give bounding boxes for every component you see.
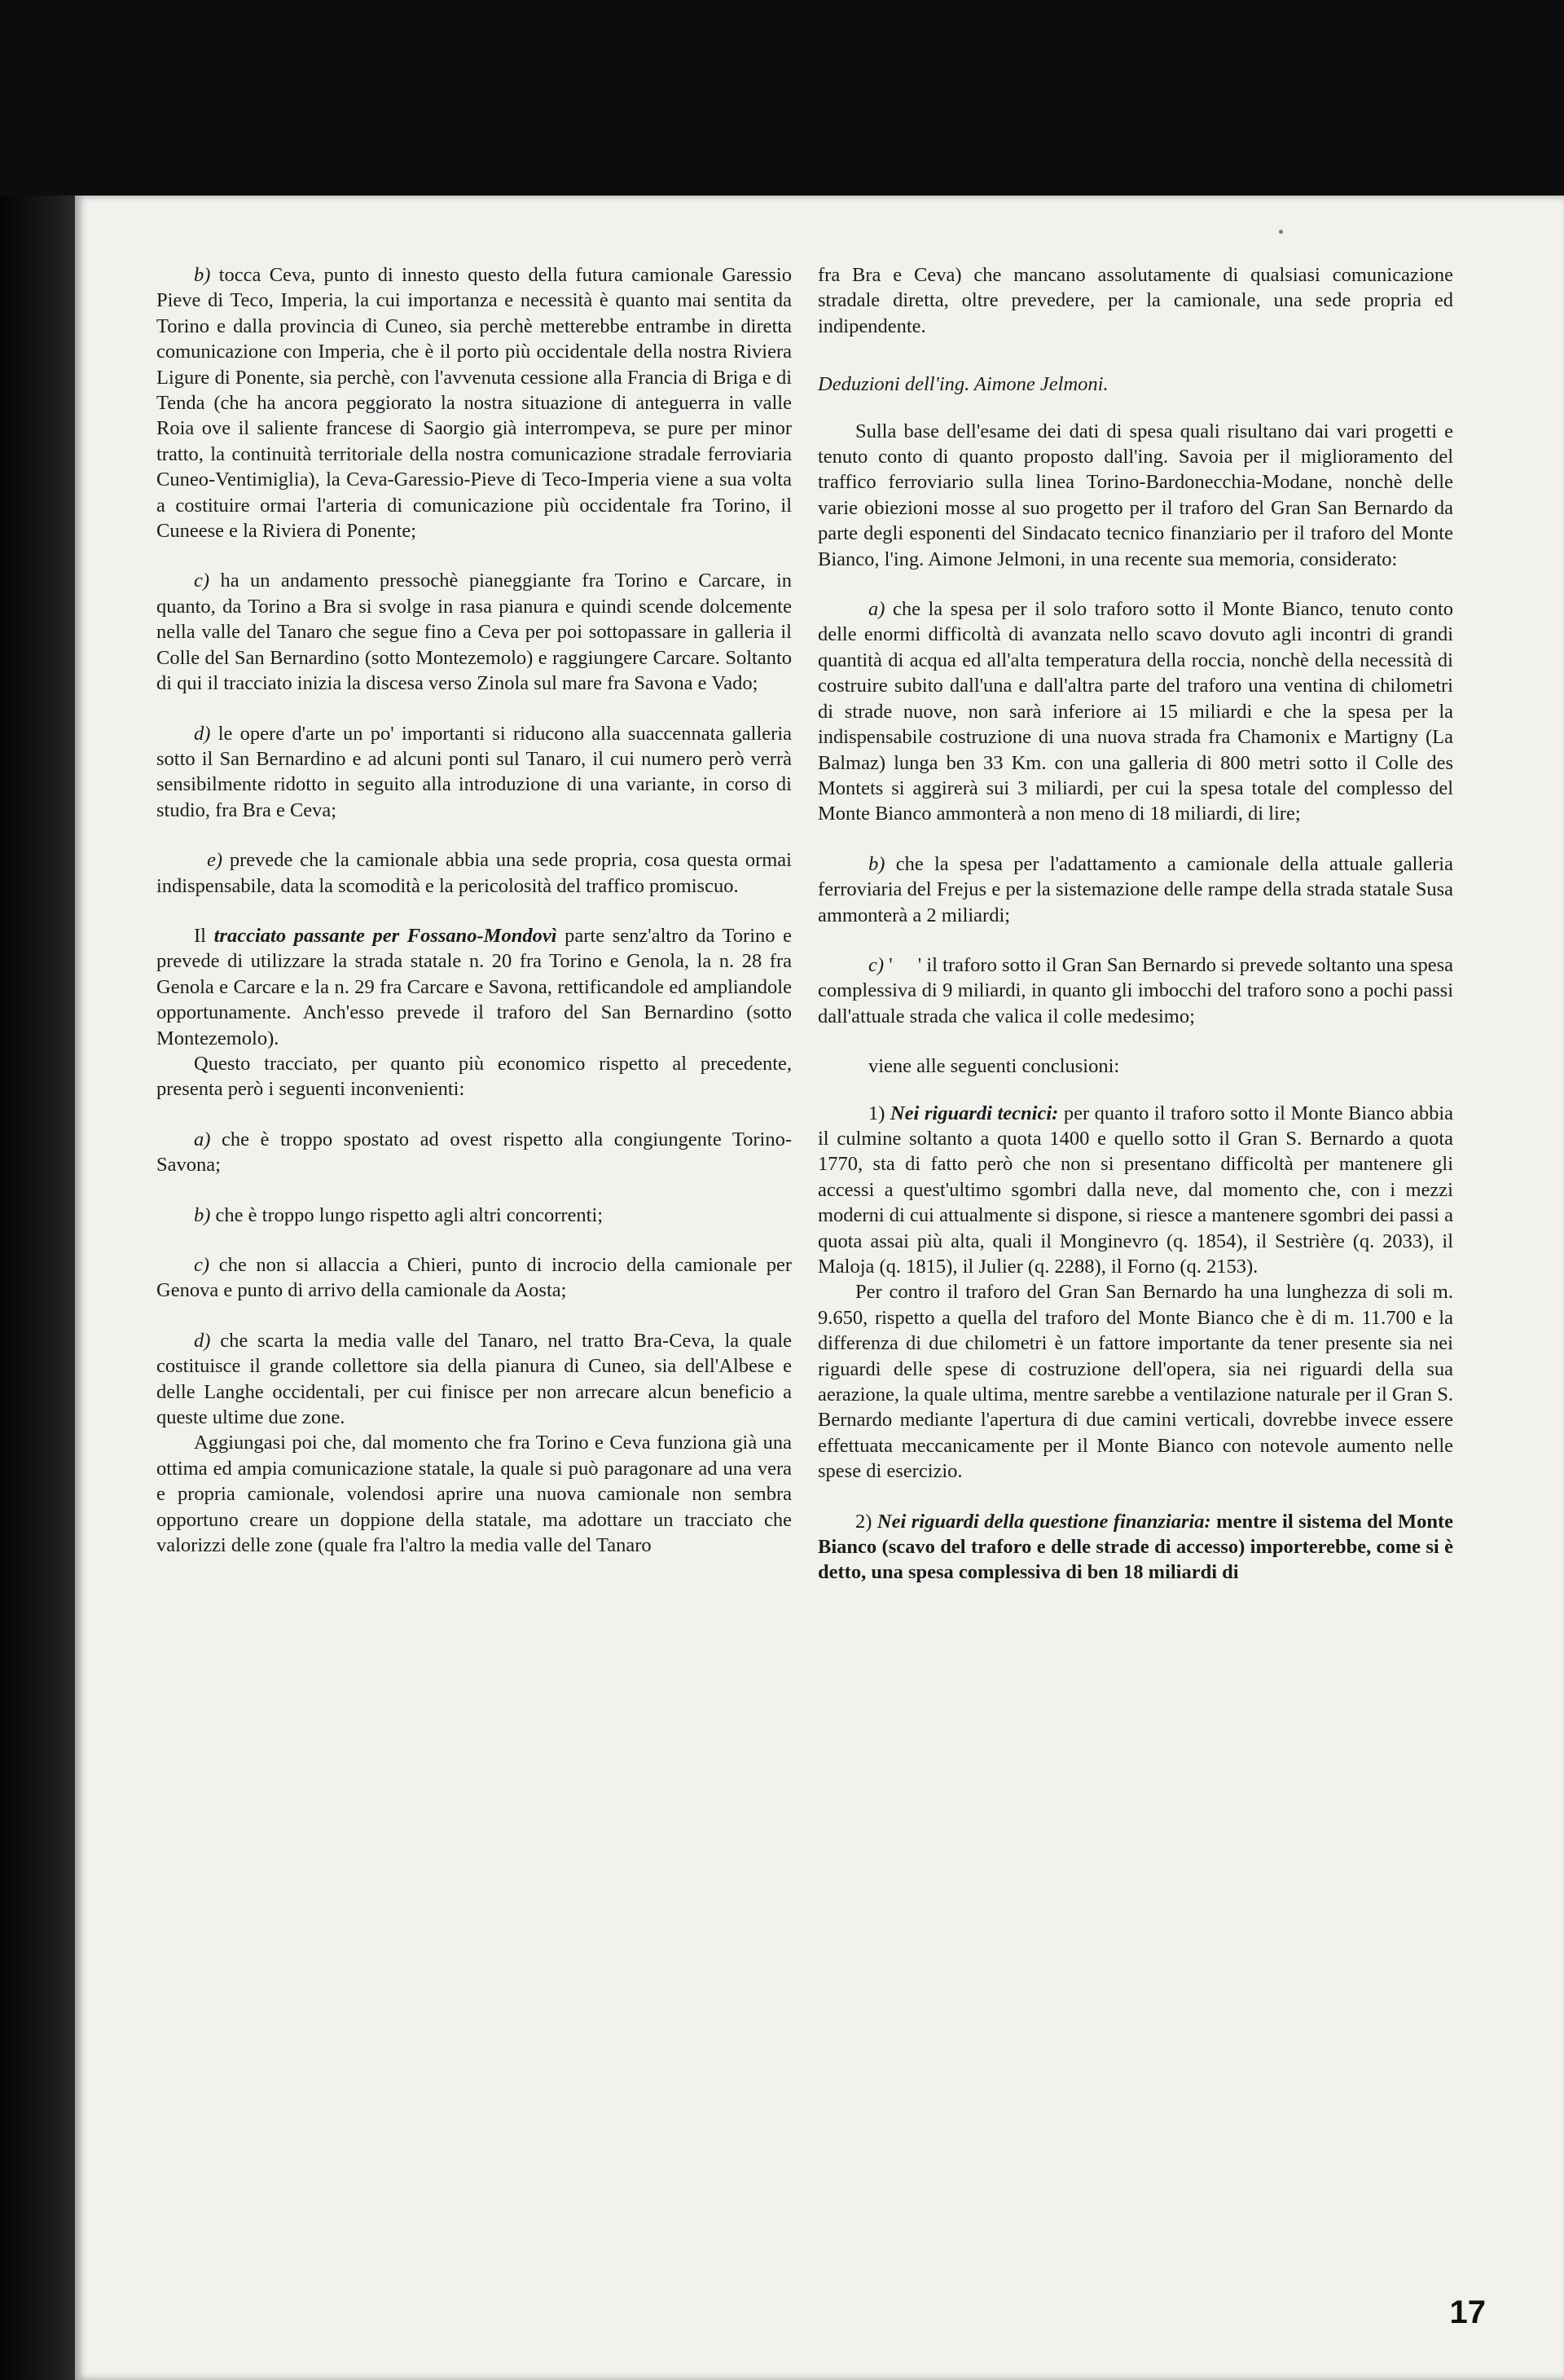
scan-dark-edge	[0, 196, 75, 2380]
paragraph-sulla-base: Sulla base dell'esame dei dati di spesa quali risultano dai vari progetti e tenuto conto di quanto proposto dall'ing. Savoia per il miglioramento del traffico ferroviario sulla linea Torino-Bardonecchia-Modane, nonchè delle varie obiezioni mosse al suo progetto per il traforo del Gran San Bernardo da parte degli esponenti del Sindacato tecnico finanziario per il traforo del Monte Bianco, l'ing. Aimone Jelmoni, in una recente sua memoria, considerato:	[818, 420, 1453, 570]
speck-mark	[1279, 230, 1283, 234]
conclusion-1-tecnici: 1) Nei riguardi tecnici: per quanto il traforo sotto il Monte Bianco abbia il culmine soltanto a quota 1400 e quello sotto il Gran S. Bernardo a quota 1770, sta di fatto però che non si presentano difficoltà per mantenere gli accessi a quest'ultimo sgombri dalla neve, dal momento che, con i mezzi moderni di cui attualmente si dispone, si riesce a mantenere sgombri dei passi a quota assai più alta, quali il Monginevro (q. 1854), il Sestrière (q. 2033), il Maloja (q. 1815), il Julier (q. 2288), il Forno (q. 2153).	[818, 1102, 1454, 1278]
list-item-b-frejus: b) che la spesa per l'adattamento a camionale della attuale galleria ferroviaria del Frejus e per la sistemazione delle rampe della strada statale Susa ammonterà a 2 miliardi;	[818, 852, 1453, 926]
list-item-a-ovest: a) che è troppo spostato ad ovest rispetto alla congiungente Torino-Savona;	[156, 1128, 792, 1177]
paragraph-aggiungasi: Aggiungasi poi che, dal momento che fra Torino e Ceva funziona già una ottima ed ampia comunicazione statale, la quale si può paragonare ad una vera e propria camionale, volendosi aprire una nuova camionale non sembra opportuno creare un doppione della statale, ma adottare un tracciato che valorizzi delle zone (quale fra l'altro la media valle del Tanaro	[156, 1432, 792, 1557]
document-page	[75, 196, 1564, 2380]
section-heading-deduzioni: Deduzioni dell'ing. Aimone Jelmoni.	[818, 373, 1109, 396]
paragraph-d-opere: d) le opere d'arte un po' importanti si riducono alla suaccennata galleria sotto il San Bernardino e ad alcuni ponti sul Tanaro, il cui numero però verrà sensibilmente ridotto in seguito alla introduzione di una variante, in corso di studio, fra Bra e Ceva;	[156, 722, 792, 821]
page-number: 17	[1449, 2294, 1486, 2330]
paragraph-conclusioni: viene alle seguenti conclusioni:	[868, 1055, 1120, 1078]
paragraph-c-andamento: c) ha un andamento pressochè pianeggiante fra Torino e Carcare, in quanto, da Torino a Bra si svolge in rasa pianura e quindi scende dolcemente nella valle del Tanaro che segue fino a Ceva per poi sottopassare in galleria il Colle del San Bernardino (sotto Montezemolo) e raggiungere Carcare. Soltanto di qui il tracciato inizia la discesa verso Zinola sul mare fra Savona e Vado;	[156, 570, 792, 695]
paragraph-per-contro: Per contro il traforo del Gran San Bernardo ha una lunghezza di soli m. 9.650, rispetto a quella del traforo del Monte Bianco che è di m. 11.700 e la differenza di due chilometri è un fattore importante da tener presente sia nei riguardi delle spese di costruzione dell'opera, sia nei riguardi della sua aerazione, la quale ultima, mentre sarebbe a ventilazione naturale per il Gran S. Bernardo mediante l'apertura di due camini verticali, dovrebbe invece essere effettuata meccanicamente per il Monte Bianco con notevole aumento nelle spese di esercizio.	[818, 1281, 1453, 1483]
left-column	[156, 262, 792, 1558]
paragraph-e-sede: e) prevede che la camionale abbia una sede propria, cosa questa ormai indispensabile, data la scomodità e la pericolosità del traffico promiscuo.	[156, 849, 792, 897]
paragraph-b-ceva: b) tocca Ceva, punto di innesto questo della futura camionale Garessio Pieve di Teco, Imperia, la cui importanza e necessità è quanto mai sentita da Torino e dalla provincia di Cuneo, sia perchè metterebbe entrambe in diretta comunicazione con Imperia, che è il porto più occidentale della nostra Riviera Ligure di Ponente, sia perchè, con l'avvenuta cessione alla Francia di Briga e di Tenda (che ha ancora peggiorato la nostra situazione di anteguerra in valle Roia ove il saliente francese di Saorgio già interrompeva, se pure per minor tratto, la continuità territoriale della nostra comunicazione stradale ferroviaria Cuneo-Ventimiglia), la Ceva-Garessio-Pieve di Teco-Imperia viene a sua volta a costituire ormai l'arteria di comunicazione più occidentale fra Torino, il Cuneese e la Riviera di Ponente;	[156, 264, 792, 543]
list-item-b-lungo: b) che è troppo lungo rispetto agli altri concorrenti;	[194, 1203, 604, 1226]
paragraph-continuation: fra Bra e Ceva) che mancano assolutamente di qualsiasi comunicazione stradale diretta, oltre prevedere, per la camionale, una sede propria ed indipendente.	[818, 264, 1453, 337]
right-column	[818, 262, 1453, 1586]
list-item-c-gran-san-bernardo: c) ' ' il traforo sotto il Gran San Bernardo si prevede soltanto una spesa complessiva di 9 miliardi, in quanto gli imbocchi del traforo sono a pochi passi dall'attuale strada che valica il colle medesimo;	[818, 953, 1453, 1027]
paragraph-questo-tracciato: Questo tracciato, per quanto più economico rispetto al precedente, presenta però i seguenti inconvenienti:	[156, 1052, 792, 1101]
list-item-a-monte-bianco: a) che la spesa per il solo traforo sotto il Monte Bianco, tenuto conto delle enormi difficoltà di avanzata nello scavo dovuto agli incontri di grandi quantità di acqua ed all'alta temperatura della roccia, nonchè della necessità di costruire subito dall'una e dall'altra parte del traforo una ventina di chilometri di strade nuove, non sarà inferiore ai 15 miliardi e che la spesa per la indispensabile costruzione di una nuova strada fra Chamonix e Martigny (La Balmaz) lunga ben 33 Km. con una galleria di 800 metri sotto il Colle des Montets si aggirerà sui 3 miliardi, per cui la spesa totale del complesso del Monte Bianco ammonterà a non meno di 18 miliardi, di lire;	[818, 598, 1453, 825]
paragraph-tracciato-fossano: Il tracciato passante per Fossano-Mondovì parte senz'altro da Torino e prevede di utilizzare la strada statale n. 20 fra Torino e Genola, la n. 28 fra Genola e Carcare e la n. 29 fra Carcare e Savona, rettificandole ed ampliandole opportunamente. Anch'esso prevede il traforo del San Bernardino (sotto Montezemolo).	[156, 924, 793, 1049]
list-item-c-chieri: c) che non si allaccia a Chieri, punto di incrocio della camionale per Genova e punto di arrivo della camionale da Aosta;	[156, 1254, 792, 1302]
list-item-d-tanaro: d) che scarta la media valle del Tanaro, nel tratto Bra-Ceva, la quale costituisce il grande collettore sia della pianura di Cuneo, sia dell'Albese e delle Langhe occidentali, per cui finisce per non arrecare alcun beneficio a queste ultime due zone.	[156, 1329, 792, 1429]
conclusion-2-finanziaria: 2) Nei riguardi della questione finanziaria: mentre il sistema del Monte Bianco (scavo del traforo e delle strade di accesso) importerebbe, come si è detto, una spesa complessiva di ben 18 miliardi di	[818, 1510, 1453, 1584]
